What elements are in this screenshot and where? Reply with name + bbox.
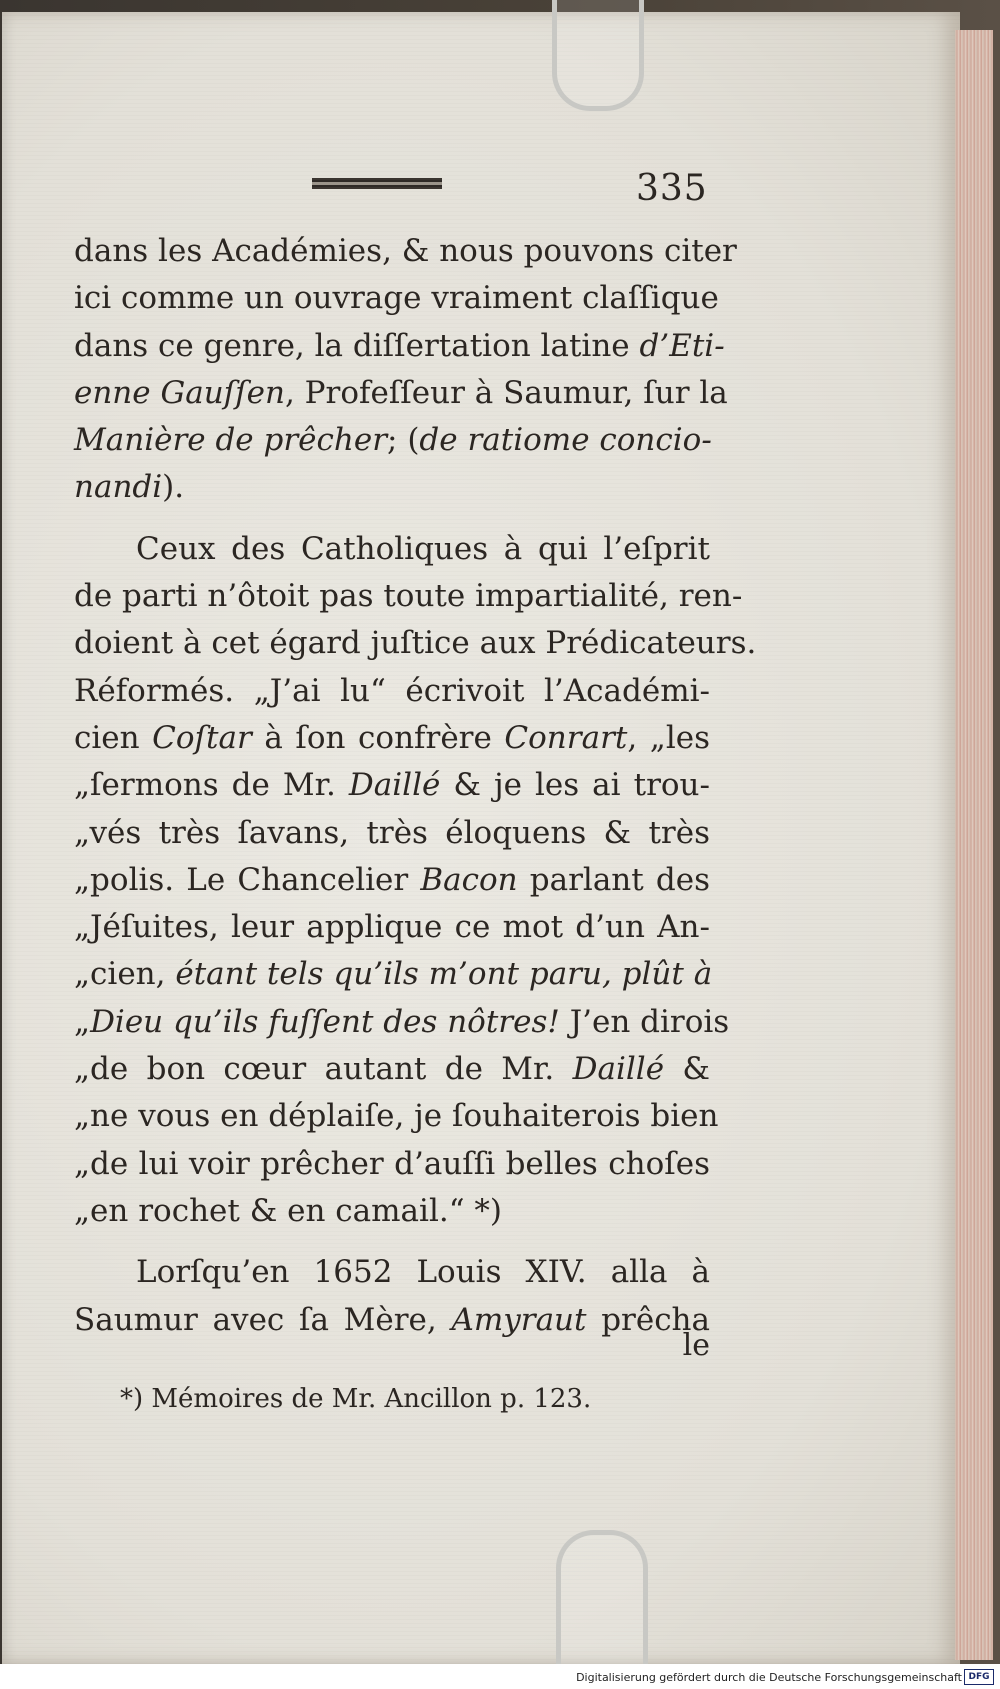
text-line xyxy=(74,526,710,573)
footnote: *) Mémoires de Mr. Ancillon p. 123. xyxy=(120,1384,592,1414)
catchword: le xyxy=(682,1328,710,1363)
italic-text: étant tels qu’ils m’ont paru, plût à xyxy=(175,956,713,993)
text-run: Lorſqu’en 1652 Louis XIV. alla à xyxy=(136,1254,710,1291)
paragraph-1 xyxy=(74,228,737,512)
text-run: cien xyxy=(74,719,153,756)
italic-text: Conrart xyxy=(504,719,628,756)
text-run: & je les ai trou- xyxy=(440,767,710,804)
text-run: „cien, xyxy=(74,956,176,993)
text-line xyxy=(74,999,730,1046)
text-line xyxy=(74,1046,710,1093)
text-line xyxy=(74,464,710,511)
italic-text: d’Eti- xyxy=(639,327,725,364)
text-run: „Jéſuites, leur applique ce mot d’un An- xyxy=(74,909,710,946)
text-line xyxy=(74,228,737,275)
header-rule xyxy=(312,178,442,189)
text-line xyxy=(74,620,757,667)
text-run: , Profeſſeur à Saumur, ſur la xyxy=(284,374,728,411)
text-line xyxy=(74,1249,710,1296)
text-run: parlant des xyxy=(517,861,710,898)
text-run: ; ( xyxy=(387,422,420,459)
paragraph-3 xyxy=(74,1249,710,1344)
text-run: , „les xyxy=(627,719,711,756)
text-run: „de bon cœur autant de Mr. xyxy=(74,1051,573,1088)
text-line xyxy=(74,275,719,322)
text-run: & xyxy=(664,1051,711,1088)
text-run: doient à cet égard juſtice aux Prédicateurs. xyxy=(74,625,757,662)
italic-text: Amyraut xyxy=(451,1301,587,1338)
text-run: Saumur avec ſa Mère, xyxy=(74,1301,452,1338)
dfg-logo: DFG xyxy=(964,1669,994,1685)
text-run: prêcha xyxy=(586,1301,711,1338)
italic-text: Daillé xyxy=(348,767,441,804)
paragraph-2 xyxy=(74,526,757,1235)
text-run: J’en dirois xyxy=(559,1003,730,1040)
text-run: „ xyxy=(74,1003,91,1040)
text-run: „de lui voir prêcher d’auſſi belles choſes xyxy=(74,1145,710,1182)
italic-text: Coſtar xyxy=(152,719,252,756)
italic-text: Daillé xyxy=(572,1051,665,1088)
text-line xyxy=(74,1141,710,1188)
text-line xyxy=(74,1297,710,1344)
text-run: ici comme un ouvrage vraiment claſſique xyxy=(74,280,719,317)
text-line xyxy=(74,417,710,464)
page-clip-top xyxy=(552,0,644,111)
text-line xyxy=(74,762,710,809)
body-text xyxy=(74,228,757,1344)
text-line xyxy=(74,1093,719,1140)
text-line xyxy=(74,951,713,998)
text-line xyxy=(74,810,710,857)
digitization-credit: Digitalisierung gefördert durch die Deutsche Forschungsgemeinschaft xyxy=(576,1671,962,1684)
page-number: 335 xyxy=(636,168,708,209)
text-run: Ceux des Catholiques à qui l’eſprit xyxy=(136,530,710,567)
italic-text: nandi xyxy=(74,469,163,506)
text-run: de parti n’ôtoit pas toute impartialité, ren- xyxy=(74,578,743,615)
text-run: „vés très ſavans, très éloquens & très xyxy=(74,814,710,851)
page-edges xyxy=(955,30,993,1660)
text-line xyxy=(74,370,728,417)
text-line xyxy=(74,1188,710,1235)
text-run: dans ce genre, la diſſertation latine xyxy=(74,327,640,364)
text-line xyxy=(74,573,743,620)
text-line xyxy=(74,904,710,951)
text-run: Réformés. „J’ai lu“ écrivoit l’Académi- xyxy=(74,672,710,709)
text-run: „ne vous en déplaiſe, je ſouhaiterois bien xyxy=(74,1098,719,1135)
text-line xyxy=(74,715,710,762)
text-run: à ſon confrère xyxy=(251,719,505,756)
text-run: „ſermons de Mr. xyxy=(74,767,349,804)
italic-text: Bacon xyxy=(420,861,518,898)
italic-text: de ratiome concio- xyxy=(419,422,712,459)
italic-text: enne Gauſſen xyxy=(74,374,285,411)
text-run: „en rochet & en camail.“ *) xyxy=(74,1192,503,1229)
italic-text: Dieu qu’ils fuſſent des nôtres! xyxy=(90,1003,560,1040)
text-line xyxy=(74,323,725,370)
text-run: „polis. Le Chancelier xyxy=(74,861,421,898)
text-line xyxy=(74,668,710,715)
text-line xyxy=(74,857,710,904)
text-run: ). xyxy=(162,469,185,506)
text-run: dans les Académies, & nous pouvons citer xyxy=(74,233,737,269)
italic-text: Manière de prêcher xyxy=(74,422,388,459)
page-clip-bottom xyxy=(556,1530,648,1675)
